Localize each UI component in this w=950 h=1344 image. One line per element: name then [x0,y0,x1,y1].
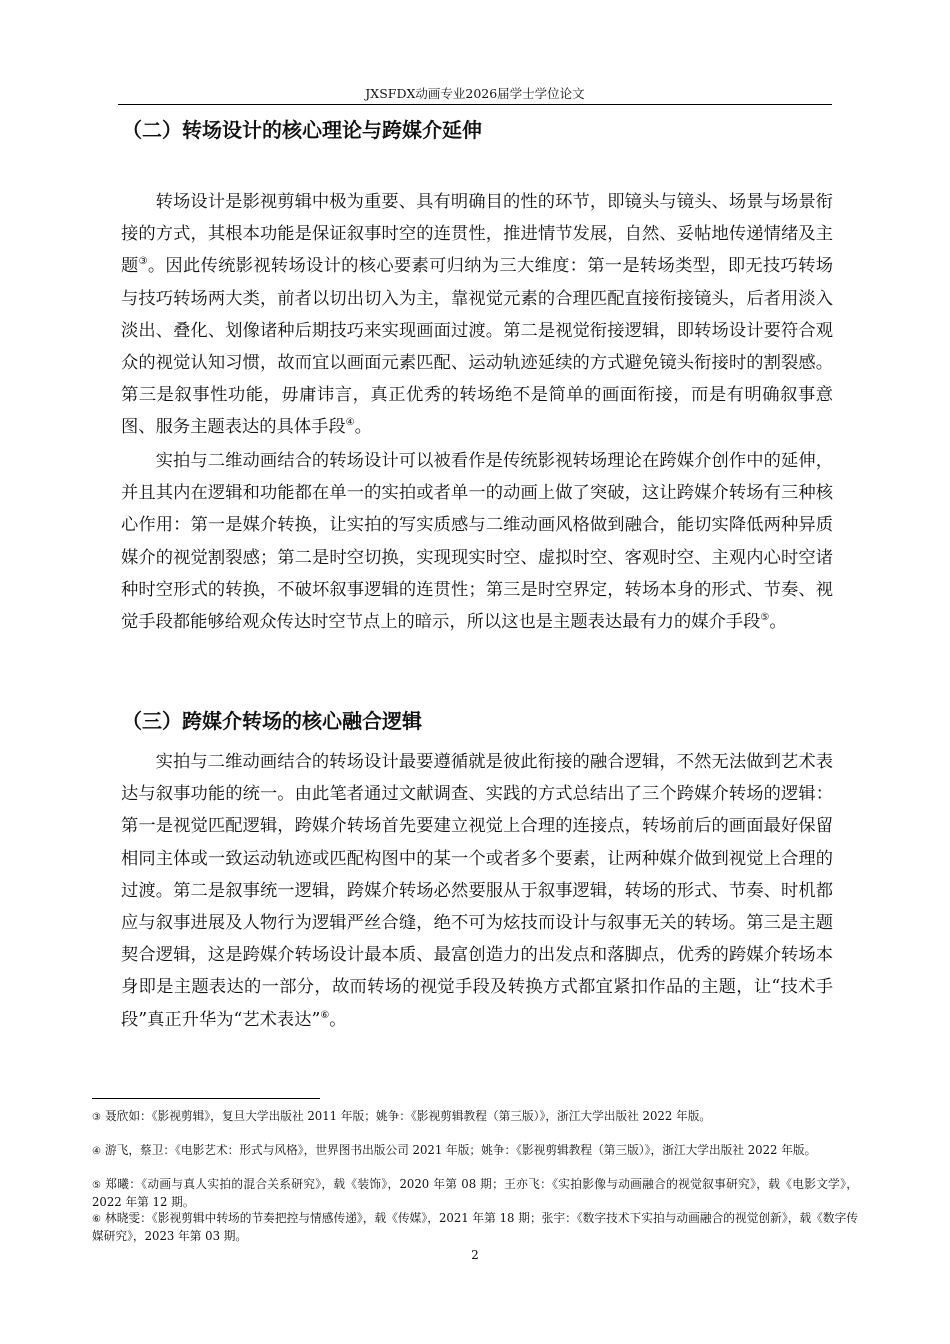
footnote-text: 游飞，蔡卫：《电影艺术：形式与风格》，世界图书出版公司 2021 年版；姚争：《影视剪辑教程（第三版）》，浙江大学出版社 2022 年版。 [104,1143,817,1157]
footnote-ref[interactable]: ③ [138,256,148,268]
footnote-text: 郑曦：《动画与真人实拍的混合关系研究》，载《装饰》，2020 年第 08 期；王亦飞：《实拍影像与动画融合的视觉叙事研究》，载《电影文学》，2022 年第 12 期。 [92,1177,858,1210]
footnote-ref[interactable]: ④ [345,417,355,429]
header-rule [118,104,832,105]
footnote [92,1142,858,1160]
body-paragraph [121,445,833,638]
footnote-separator [92,1098,320,1099]
paragraph-text: 。 [329,1009,347,1030]
footnote [92,1210,858,1245]
section-heading-2: （二）转场设计的核心理论与跨媒介延伸 [122,118,482,142]
footnote [92,1108,858,1126]
footnote-mark: ④ [92,1146,101,1157]
paragraph-text: 转场设计是影视剪辑中极为重要、具有明确目的性的环节，即镜头与镜头、场景与场景衔接的方式，其根本功能是保证叙事时空的连贯性，推进情节发展，自然、妥帖地传递情绪及主题 [121,192,833,277]
footnote-ref[interactable]: ⑥ [320,1009,330,1021]
paragraph-text: 。 [354,417,372,438]
page-number: 2 [471,1248,479,1262]
running-header: JXSFDX动画专业2026届学士学位论文 [365,86,585,101]
footnote-mark: ③ [92,1112,101,1123]
paragraph-text: 实拍与二维动画结合的转场设计最要遵循就是彼此衔接的融合逻辑，不然无法做到艺术表达与叙事功能的统一。由此笔者通过文献调查、实践的方式总结出了三个跨媒介转场的逻辑：第一是视觉匹配逻辑，跨媒介转场首先要建立视觉上合理的连接点，转场前后的画面最好保留相同主体或一致运动轨迹或匹配构图中的某一个或者多个要素，让两种媒介做到视觉上合理的过渡。第二是叙事统一逻辑，跨媒介转场必然要服从于叙事逻辑，转场的形式、节奏、时机都应与叙事进展及人物行为逻辑严丝合缝，绝不可为炫技而设计与叙事无关的转场。第三是主题契合逻辑，这是跨媒介转场设计最本质、最富创造力的出发点和落脚点，优秀的跨媒介转场本身即是主题表达的一部分，故而转场的视觉手段及转换方式都宜紧扣作品的主题，让“技术手段”真正升华为“艺术表达” [121,752,833,1030]
paragraph-text: 。因此传统影视转场设计的核心要素可归纳为三大维度：第一是转场类型，即无技巧转场与技巧转场两大类，前者以切出切入为主，靠视觉元素的合理匹配直接衔接镜头，后者用淡入淡出、叠化、划像诸种后期技巧来实现画面过渡。第二是视觉衔接逻辑，即转场设计要符合观众的视觉认知习惯，故而宜以画面元素匹配、运动轨迹延续的方式避免镜头衔接时的割裂感。第三是叙事性功能，毋庸讳言，真正优秀的转场绝不是简单的画面衔接，而是有明确叙事意图、服务主题表达的具体手段 [121,256,833,438]
paragraph-text: 。 [769,612,787,633]
paragraph-text: 实拍与二维动画结合的转场设计可以被看作是传统影视转场理论在跨媒介创作中的延伸，并且其内在逻辑和功能都在单一的实拍或者单一的动画上做了突破，这让跨媒介转场有三种核心作用：第一是媒介转换，让实拍的写实质感与二维动画风格做到融合，能切实降低两种异质媒介的视觉割裂感；第二是时空切换，实现现实时空、虚拟时空、客观时空、主观内心时空诸种时空形式的转换，不破坏叙事逻辑的连贯性；第三是时空界定，转场本身的形式、节奏、视觉手段都能够给观众传达时空节点上的暗示，所以这也是主题表达最有力的媒介手段 [121,451,833,633]
footnote-mark: ⑥ [92,1214,101,1225]
body-paragraph [121,186,833,444]
footnote-text: 聂欣如：《影视剪辑》，复旦大学出版社 2011 年版；姚争：《影视剪辑教程（第三版）》，浙江大学出版社 2022 年版。 [104,1109,712,1123]
footnote-ref[interactable]: ⑤ [760,612,770,624]
section-heading-3: （三）跨媒介转场的核心融合逻辑 [122,709,422,733]
footnote [92,1176,858,1211]
body-paragraph [121,746,833,1036]
footnote-text: 林晓雯：《影视剪辑中转场的节奏把控与情感传递》，载《传媒》，2021 年第 18 期；张宇：《数字技术下实拍与动画融合的视觉创新》，载《数字传媒研究》，2023 年第 03 期。 [92,1211,858,1244]
footnote-mark: ⑤ [92,1180,102,1191]
